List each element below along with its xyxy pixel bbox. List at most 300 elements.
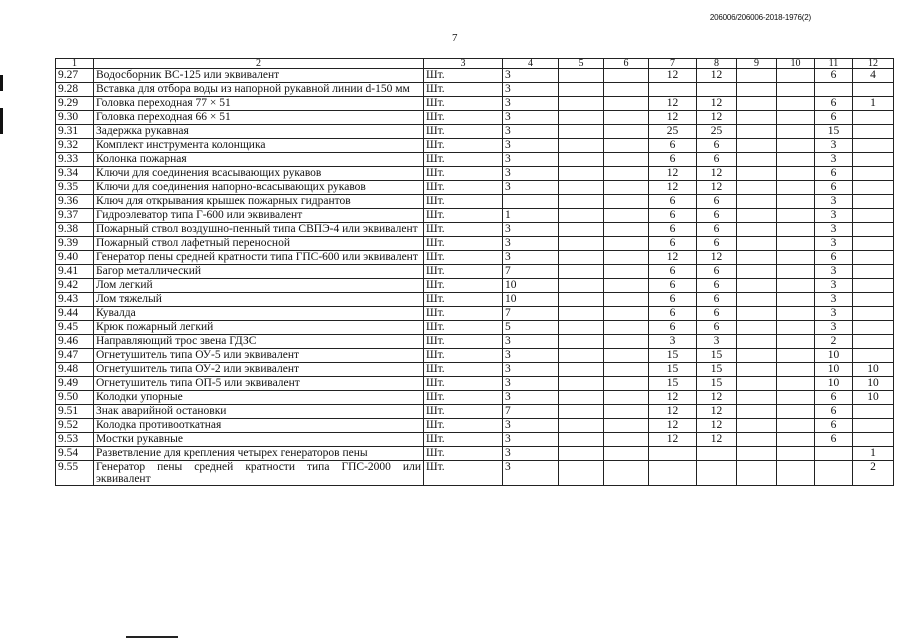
cell-unit: Шт. xyxy=(424,335,503,349)
cell-col-7: 6 xyxy=(649,265,697,279)
cell-col-4: 3 xyxy=(503,447,559,461)
cell-col-6 xyxy=(604,69,649,83)
cell-item-number: 9.27 xyxy=(56,69,94,83)
cell-col-4: 7 xyxy=(503,405,559,419)
cell-col-5 xyxy=(559,153,604,167)
cell-col-7: 12 xyxy=(649,181,697,195)
cell-col-6 xyxy=(604,167,649,181)
cell-col-11: 10 xyxy=(815,349,853,363)
table-row xyxy=(56,377,894,391)
cell-unit: Шт. xyxy=(424,349,503,363)
cell-col-8: 6 xyxy=(697,195,737,209)
cell-item-number: 9.52 xyxy=(56,419,94,433)
column-header-11: 11 xyxy=(815,59,853,69)
cell-col-5 xyxy=(559,125,604,139)
cell-col-10 xyxy=(777,307,815,321)
column-header-8: 8 xyxy=(697,59,737,69)
cell-col-7: 25 xyxy=(649,125,697,139)
cell-col-5 xyxy=(559,139,604,153)
cell-col-9 xyxy=(737,83,777,97)
table-row xyxy=(56,181,894,195)
cell-col-7: 6 xyxy=(649,195,697,209)
cell-col-4 xyxy=(503,195,559,209)
cell-unit: Шт. xyxy=(424,153,503,167)
cell-col-7: 6 xyxy=(649,307,697,321)
cell-col-4: 10 xyxy=(503,293,559,307)
cell-col-6 xyxy=(604,321,649,335)
cell-unit: Шт. xyxy=(424,181,503,195)
cell-col-9 xyxy=(737,251,777,265)
cell-col-6 xyxy=(604,391,649,405)
cell-col-9 xyxy=(737,293,777,307)
document-id: 206006/206006-2018-1976(2) xyxy=(709,13,811,22)
cell-col-8: 12 xyxy=(697,419,737,433)
cell-unit: Шт. xyxy=(424,265,503,279)
cell-col-9 xyxy=(737,111,777,125)
table-row xyxy=(56,111,894,125)
cell-col-7: 12 xyxy=(649,111,697,125)
cell-col-12 xyxy=(853,223,894,237)
cell-col-11: 6 xyxy=(815,111,853,125)
cell-unit: Шт. xyxy=(424,237,503,251)
cell-item-number: 9.37 xyxy=(56,209,94,223)
cell-col-8 xyxy=(697,447,737,461)
table-row xyxy=(56,363,894,377)
cell-col-5 xyxy=(559,349,604,363)
cell-col-4: 10 xyxy=(503,279,559,293)
cell-item-name: Ключи для соединения всасывающих рукавов xyxy=(94,167,424,181)
cell-unit: Шт. xyxy=(424,139,503,153)
cell-col-11: 6 xyxy=(815,181,853,195)
table-row xyxy=(56,139,894,153)
cell-item-number: 9.46 xyxy=(56,335,94,349)
cell-col-4: 3 xyxy=(503,223,559,237)
cell-col-5 xyxy=(559,279,604,293)
cell-col-6 xyxy=(604,265,649,279)
cell-col-6 xyxy=(604,377,649,391)
cell-col-6 xyxy=(604,419,649,433)
cell-col-4: 5 xyxy=(503,321,559,335)
cell-col-12 xyxy=(853,335,894,349)
cell-col-7: 6 xyxy=(649,223,697,237)
cell-col-6 xyxy=(604,307,649,321)
cell-item-name: Пожарный ствол лафетный переносной xyxy=(94,237,424,251)
cell-col-4: 3 xyxy=(503,111,559,125)
cell-col-8: 12 xyxy=(697,167,737,181)
cell-col-12 xyxy=(853,237,894,251)
cell-unit: Шт. xyxy=(424,363,503,377)
cell-col-10 xyxy=(777,335,815,349)
cell-col-10 xyxy=(777,349,815,363)
table-row xyxy=(56,265,894,279)
cell-col-8: 6 xyxy=(697,307,737,321)
cell-col-8: 6 xyxy=(697,237,737,251)
cell-col-12 xyxy=(853,251,894,265)
cell-item-number: 9.51 xyxy=(56,405,94,419)
table-row xyxy=(56,461,894,486)
cell-item-number: 9.32 xyxy=(56,139,94,153)
cell-col-10 xyxy=(777,377,815,391)
cell-unit: Шт. xyxy=(424,405,503,419)
cell-col-12: 10 xyxy=(853,377,894,391)
cell-col-8: 12 xyxy=(697,97,737,111)
cell-col-12: 4 xyxy=(853,69,894,83)
cell-col-10 xyxy=(777,265,815,279)
cell-col-9 xyxy=(737,125,777,139)
cell-col-10 xyxy=(777,363,815,377)
cell-col-5 xyxy=(559,209,604,223)
cell-col-4: 3 xyxy=(503,83,559,97)
cell-col-9 xyxy=(737,419,777,433)
cell-col-5 xyxy=(559,321,604,335)
cell-col-12 xyxy=(853,195,894,209)
column-header-2: 2 xyxy=(94,59,424,69)
cell-col-8: 12 xyxy=(697,433,737,447)
cell-col-6 xyxy=(604,111,649,125)
cell-item-name: Вставка для отбора воды из напорной рукавной линии d-150 мм xyxy=(94,83,424,97)
cell-col-8: 6 xyxy=(697,153,737,167)
cell-col-11 xyxy=(815,83,853,97)
table-row xyxy=(56,153,894,167)
cell-col-6 xyxy=(604,461,649,486)
cell-col-6 xyxy=(604,335,649,349)
page-number: 7 xyxy=(452,32,458,44)
cell-unit: Шт. xyxy=(424,125,503,139)
cell-unit: Шт. xyxy=(424,167,503,181)
table-row xyxy=(56,293,894,307)
cell-col-9 xyxy=(737,195,777,209)
cell-item-number: 9.48 xyxy=(56,363,94,377)
cell-item-name: Головка переходная 77 × 51 xyxy=(94,97,424,111)
cell-col-11: 3 xyxy=(815,223,853,237)
cell-col-11: 3 xyxy=(815,307,853,321)
cell-col-10 xyxy=(777,405,815,419)
cell-col-9 xyxy=(737,335,777,349)
cell-unit: Шт. xyxy=(424,251,503,265)
cell-col-8: 6 xyxy=(697,209,737,223)
table-row xyxy=(56,279,894,293)
cell-col-8: 12 xyxy=(697,69,737,83)
cell-item-name: Комплект инструмента колонщика xyxy=(94,139,424,153)
cell-col-9 xyxy=(737,349,777,363)
cell-col-7: 3 xyxy=(649,335,697,349)
cell-col-5 xyxy=(559,461,604,486)
cell-item-number: 9.50 xyxy=(56,391,94,405)
cell-item-name: Колодка противооткатная xyxy=(94,419,424,433)
cell-unit: Шт. xyxy=(424,69,503,83)
cell-item-number: 9.33 xyxy=(56,153,94,167)
cell-col-5 xyxy=(559,223,604,237)
cell-col-10 xyxy=(777,125,815,139)
cell-col-5 xyxy=(559,111,604,125)
cell-col-4: 3 xyxy=(503,125,559,139)
cell-col-12 xyxy=(853,279,894,293)
cell-item-number: 9.47 xyxy=(56,349,94,363)
cell-item-name: Огнетушитель типа ОУ-2 или эквивалент xyxy=(94,363,424,377)
cell-col-6 xyxy=(604,237,649,251)
cell-col-4: 3 xyxy=(503,181,559,195)
cell-unit: Шт. xyxy=(424,279,503,293)
cell-col-5 xyxy=(559,293,604,307)
cell-col-4: 3 xyxy=(503,335,559,349)
cell-col-8: 15 xyxy=(697,377,737,391)
cell-col-5 xyxy=(559,69,604,83)
cell-col-7: 15 xyxy=(649,349,697,363)
cell-col-10 xyxy=(777,139,815,153)
cell-col-10 xyxy=(777,293,815,307)
cell-col-4: 7 xyxy=(503,265,559,279)
cell-col-10 xyxy=(777,97,815,111)
cell-unit: Шт. xyxy=(424,321,503,335)
table-row xyxy=(56,349,894,363)
cell-col-11 xyxy=(815,447,853,461)
cell-col-8: 25 xyxy=(697,125,737,139)
cell-col-6 xyxy=(604,433,649,447)
cell-col-12 xyxy=(853,419,894,433)
cell-item-name: Ключ для открывания крышек пожарных гидрантов xyxy=(94,195,424,209)
cell-item-name: Задержка рукавная xyxy=(94,125,424,139)
cell-col-11: 3 xyxy=(815,209,853,223)
cell-col-12 xyxy=(853,167,894,181)
cell-col-11: 6 xyxy=(815,419,853,433)
cell-col-8: 6 xyxy=(697,321,737,335)
cell-col-9 xyxy=(737,363,777,377)
cell-col-6 xyxy=(604,223,649,237)
cell-col-5 xyxy=(559,419,604,433)
cell-col-6 xyxy=(604,153,649,167)
cell-item-number: 9.43 xyxy=(56,293,94,307)
cell-col-7: 6 xyxy=(649,209,697,223)
cell-col-11: 3 xyxy=(815,321,853,335)
cell-col-7: 12 xyxy=(649,433,697,447)
cell-col-10 xyxy=(777,223,815,237)
table-row xyxy=(56,405,894,419)
cell-item-name: Крюк пожарный легкий xyxy=(94,321,424,335)
column-header-row xyxy=(56,59,894,69)
cell-unit: Шт. xyxy=(424,97,503,111)
table-row xyxy=(56,195,894,209)
cell-col-5 xyxy=(559,251,604,265)
cell-col-9 xyxy=(737,69,777,83)
cell-item-name: Колодки упорные xyxy=(94,391,424,405)
cell-col-6 xyxy=(604,405,649,419)
cell-col-5 xyxy=(559,83,604,97)
cell-item-name: Колонка пожарная xyxy=(94,153,424,167)
cell-col-12 xyxy=(853,209,894,223)
cell-col-5 xyxy=(559,307,604,321)
cell-col-6 xyxy=(604,447,649,461)
cell-col-5 xyxy=(559,181,604,195)
cell-col-9 xyxy=(737,153,777,167)
cell-item-number: 9.35 xyxy=(56,181,94,195)
cell-col-6 xyxy=(604,97,649,111)
footer-rule xyxy=(126,636,178,638)
cell-col-10 xyxy=(777,153,815,167)
cell-col-7: 12 xyxy=(649,419,697,433)
cell-col-7: 12 xyxy=(649,97,697,111)
table-row xyxy=(56,335,894,349)
cell-col-4: 3 xyxy=(503,391,559,405)
cell-col-11: 6 xyxy=(815,167,853,181)
cell-col-11: 2 xyxy=(815,335,853,349)
equipment-table xyxy=(55,58,894,486)
column-header-12: 12 xyxy=(853,59,894,69)
cell-item-name: Генератор пены средней кратности типа ГПС-600 или эквивалент xyxy=(94,251,424,265)
cell-col-12: 10 xyxy=(853,391,894,405)
cell-col-4: 3 xyxy=(503,139,559,153)
cell-col-9 xyxy=(737,139,777,153)
cell-unit: Шт. xyxy=(424,377,503,391)
cell-col-10 xyxy=(777,237,815,251)
cell-col-4: 3 xyxy=(503,153,559,167)
cell-col-5 xyxy=(559,447,604,461)
cell-item-number: 9.53 xyxy=(56,433,94,447)
column-header-9: 9 xyxy=(737,59,777,69)
cell-col-10 xyxy=(777,167,815,181)
column-header-1: 1 xyxy=(56,59,94,69)
cell-col-10 xyxy=(777,111,815,125)
cell-col-6 xyxy=(604,125,649,139)
cell-item-number: 9.30 xyxy=(56,111,94,125)
cell-col-5 xyxy=(559,433,604,447)
cell-col-8 xyxy=(697,461,737,486)
table-row xyxy=(56,69,894,83)
cell-col-7 xyxy=(649,83,697,97)
table-row xyxy=(56,447,894,461)
cell-col-6 xyxy=(604,349,649,363)
cell-col-11: 15 xyxy=(815,125,853,139)
cell-item-name: Лом тяжелый xyxy=(94,293,424,307)
table-row xyxy=(56,237,894,251)
cell-col-5 xyxy=(559,405,604,419)
cell-item-number: 9.34 xyxy=(56,167,94,181)
cell-col-11: 3 xyxy=(815,237,853,251)
cell-col-9 xyxy=(737,209,777,223)
cell-col-5 xyxy=(559,377,604,391)
cell-col-6 xyxy=(604,195,649,209)
cell-col-12: 1 xyxy=(853,97,894,111)
cell-item-name: Разветвление для крепления четырех генераторов пены xyxy=(94,447,424,461)
cell-col-11: 3 xyxy=(815,153,853,167)
cell-col-7: 6 xyxy=(649,153,697,167)
cell-col-4: 3 xyxy=(503,237,559,251)
cell-item-number: 9.39 xyxy=(56,237,94,251)
cell-col-8: 6 xyxy=(697,139,737,153)
cell-col-8: 12 xyxy=(697,111,737,125)
cell-col-11: 10 xyxy=(815,363,853,377)
cell-col-4: 1 xyxy=(503,209,559,223)
cell-item-name: Гидроэлеватор типа Г-600 или эквивалент xyxy=(94,209,424,223)
cell-col-9 xyxy=(737,447,777,461)
cell-item-name: Багор металлический xyxy=(94,265,424,279)
cell-col-12 xyxy=(853,433,894,447)
cell-col-4: 3 xyxy=(503,69,559,83)
cell-unit: Шт. xyxy=(424,461,503,486)
cell-col-6 xyxy=(604,209,649,223)
column-header-3: 3 xyxy=(424,59,503,69)
cell-col-9 xyxy=(737,279,777,293)
cell-col-9 xyxy=(737,167,777,181)
cell-col-11: 6 xyxy=(815,69,853,83)
cell-item-name: Пожарный ствол воздушно-пенный типа СВПЭ-4 или эквивалент xyxy=(94,223,424,237)
table-row xyxy=(56,419,894,433)
margin-mark xyxy=(0,108,3,134)
cell-col-9 xyxy=(737,265,777,279)
cell-col-11: 3 xyxy=(815,279,853,293)
cell-col-10 xyxy=(777,419,815,433)
cell-col-11: 6 xyxy=(815,405,853,419)
cell-col-5 xyxy=(559,335,604,349)
cell-col-4: 3 xyxy=(503,377,559,391)
cell-item-number: 9.40 xyxy=(56,251,94,265)
cell-col-5 xyxy=(559,265,604,279)
cell-col-4: 3 xyxy=(503,349,559,363)
cell-col-9 xyxy=(737,391,777,405)
cell-col-8: 6 xyxy=(697,265,737,279)
cell-col-7: 12 xyxy=(649,251,697,265)
table-row xyxy=(56,433,894,447)
table-row xyxy=(56,167,894,181)
cell-col-7: 6 xyxy=(649,139,697,153)
column-header-6: 6 xyxy=(604,59,649,69)
cell-col-12 xyxy=(853,265,894,279)
cell-item-number: 9.36 xyxy=(56,195,94,209)
cell-col-10 xyxy=(777,447,815,461)
cell-col-6 xyxy=(604,139,649,153)
cell-col-4: 3 xyxy=(503,97,559,111)
cell-item-name: Лом легкий xyxy=(94,279,424,293)
cell-col-5 xyxy=(559,237,604,251)
cell-col-8: 6 xyxy=(697,293,737,307)
cell-col-9 xyxy=(737,97,777,111)
cell-col-10 xyxy=(777,83,815,97)
cell-item-name: Кувалда xyxy=(94,307,424,321)
cell-col-7: 6 xyxy=(649,321,697,335)
cell-unit: Шт. xyxy=(424,111,503,125)
cell-item-name: Ключи для соединения напорно-всасывающих рукавов xyxy=(94,181,424,195)
cell-col-9 xyxy=(737,307,777,321)
table-row xyxy=(56,125,894,139)
cell-col-9 xyxy=(737,321,777,335)
cell-item-number: 9.49 xyxy=(56,377,94,391)
cell-col-8: 12 xyxy=(697,251,737,265)
cell-col-10 xyxy=(777,433,815,447)
cell-item-name: Головка переходная 66 × 51 xyxy=(94,111,424,125)
cell-col-10 xyxy=(777,251,815,265)
cell-col-8: 12 xyxy=(697,391,737,405)
cell-col-5 xyxy=(559,391,604,405)
cell-col-8: 15 xyxy=(697,349,737,363)
cell-col-12 xyxy=(853,125,894,139)
cell-col-9 xyxy=(737,223,777,237)
table-row xyxy=(56,391,894,405)
table-row xyxy=(56,83,894,97)
cell-col-9 xyxy=(737,181,777,195)
cell-unit: Шт. xyxy=(424,307,503,321)
cell-col-11: 3 xyxy=(815,139,853,153)
cell-unit: Шт. xyxy=(424,195,503,209)
cell-col-7 xyxy=(649,447,697,461)
cell-col-4: 7 xyxy=(503,307,559,321)
cell-col-12: 2 xyxy=(853,461,894,486)
column-header-7: 7 xyxy=(649,59,697,69)
table-row xyxy=(56,307,894,321)
cell-col-9 xyxy=(737,433,777,447)
cell-col-10 xyxy=(777,321,815,335)
cell-col-12: 10 xyxy=(853,363,894,377)
cell-col-11: 3 xyxy=(815,293,853,307)
column-header-4: 4 xyxy=(503,59,559,69)
